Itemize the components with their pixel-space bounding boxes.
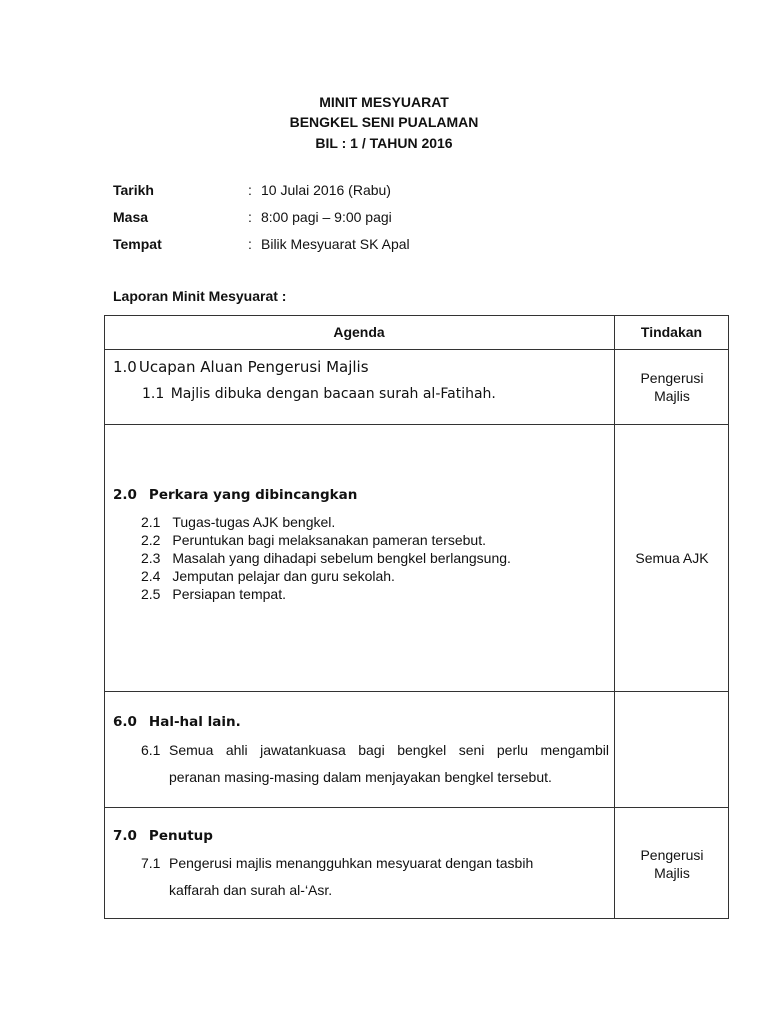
item-number: 1.1 xyxy=(142,386,165,402)
section-number: 1.0 xyxy=(113,358,137,376)
info-value: 8:00 pagi – 9:00 pagi xyxy=(261,209,392,225)
report-heading: Laporan Minit Mesyuarat : xyxy=(113,288,287,304)
section-number: 7.0 xyxy=(113,828,137,844)
item-text: Masalah yang dihadapi sebelum bengkel berlangsung. xyxy=(172,550,511,566)
section-title: Perkara yang dibincangkan xyxy=(148,487,358,503)
section-2-item xyxy=(141,567,395,585)
title-line-1: MINIT MESYUARAT xyxy=(319,94,449,110)
section-1-action xyxy=(616,369,728,405)
action-line: Semua AJK xyxy=(635,550,709,566)
table-border-top xyxy=(104,315,729,316)
section-2-item xyxy=(141,549,511,567)
section-6-item-number: 6.1 xyxy=(141,742,161,758)
section-number: 6.0 xyxy=(113,714,137,730)
info-colon: : xyxy=(248,182,252,198)
section-title: Hal-hal lain. xyxy=(148,714,241,730)
section-title: Ucapan Aluan Pengerusi Majlis xyxy=(138,358,369,376)
table-border-right xyxy=(728,315,729,919)
table-column-divider xyxy=(614,315,615,919)
item-text: Tugas-tugas AJK bengkel. xyxy=(172,514,336,530)
section-7-item-line-1: Pengerusi majlis menangguhkan mesyuarat dengan tasbih xyxy=(169,855,534,871)
section-6-heading xyxy=(113,713,241,731)
item-text: Persiapan tempat. xyxy=(172,586,286,602)
action-line: Majlis xyxy=(654,865,690,881)
item-number: 2.4 xyxy=(141,568,161,584)
table-border-bottom xyxy=(104,918,729,919)
table-border-left xyxy=(104,315,105,919)
action-line: Pengerusi xyxy=(640,370,704,386)
section-2-heading xyxy=(113,486,357,504)
action-line: Pengerusi xyxy=(640,847,704,863)
item-number: 2.1 xyxy=(141,514,161,530)
item-text: Majlis dibuka dengan bacaan surah al-Fatihah. xyxy=(170,386,496,402)
info-label: Masa xyxy=(113,209,149,225)
column-header-agenda: Agenda xyxy=(333,324,385,340)
action-line: Majlis xyxy=(654,388,690,404)
info-label: Tarikh xyxy=(113,182,154,198)
info-value: 10 Julai 2016 (Rabu) xyxy=(261,182,391,198)
item-text: Jemputan pelajar dan guru sekolah. xyxy=(172,568,395,584)
table-row-divider xyxy=(104,691,729,692)
section-7-heading xyxy=(113,827,213,845)
table-header-divider xyxy=(104,349,729,350)
section-2-item xyxy=(141,513,335,531)
title-line-2: BENGKEL SENI PUALAMAN xyxy=(289,114,479,130)
section-6-item-line-2: peranan masing-masing dalam menjayakan bengkel tersebut. xyxy=(169,769,552,785)
section-7-action xyxy=(616,846,728,882)
section-2-action xyxy=(616,549,728,567)
item-number: 2.5 xyxy=(141,586,161,602)
info-colon: : xyxy=(248,236,252,252)
table-row-divider xyxy=(104,424,729,425)
section-7-item-line-2: kaffarah dan surah al-‘Asr. xyxy=(169,882,333,898)
section-number: 2.0 xyxy=(113,487,137,503)
info-label: Tempat xyxy=(113,236,162,252)
section-2-item xyxy=(141,531,486,549)
item-number: 2.3 xyxy=(141,550,161,566)
section-6-item-line-1: Semua ahli jawatankuasa bagi bengkel seni perlu mengambil xyxy=(169,742,609,758)
section-2-item xyxy=(141,585,286,603)
info-value: Bilik Mesyuarat SK Apal xyxy=(261,236,410,252)
title-line-3: BIL : 1 / TAHUN 2016 xyxy=(315,135,453,151)
info-colon: : xyxy=(248,209,252,225)
section-7-item-number: 7.1 xyxy=(141,855,161,871)
column-header-action: Tindakan xyxy=(640,324,703,340)
section-title: Penutup xyxy=(148,828,213,844)
table-row-divider xyxy=(104,807,729,808)
item-text: Peruntukan bagi melaksanakan pameran tersebut. xyxy=(172,532,486,548)
section-1-item xyxy=(142,385,496,403)
section-1-heading xyxy=(113,358,369,376)
item-number: 2.2 xyxy=(141,532,161,548)
minutes-table xyxy=(104,315,728,918)
